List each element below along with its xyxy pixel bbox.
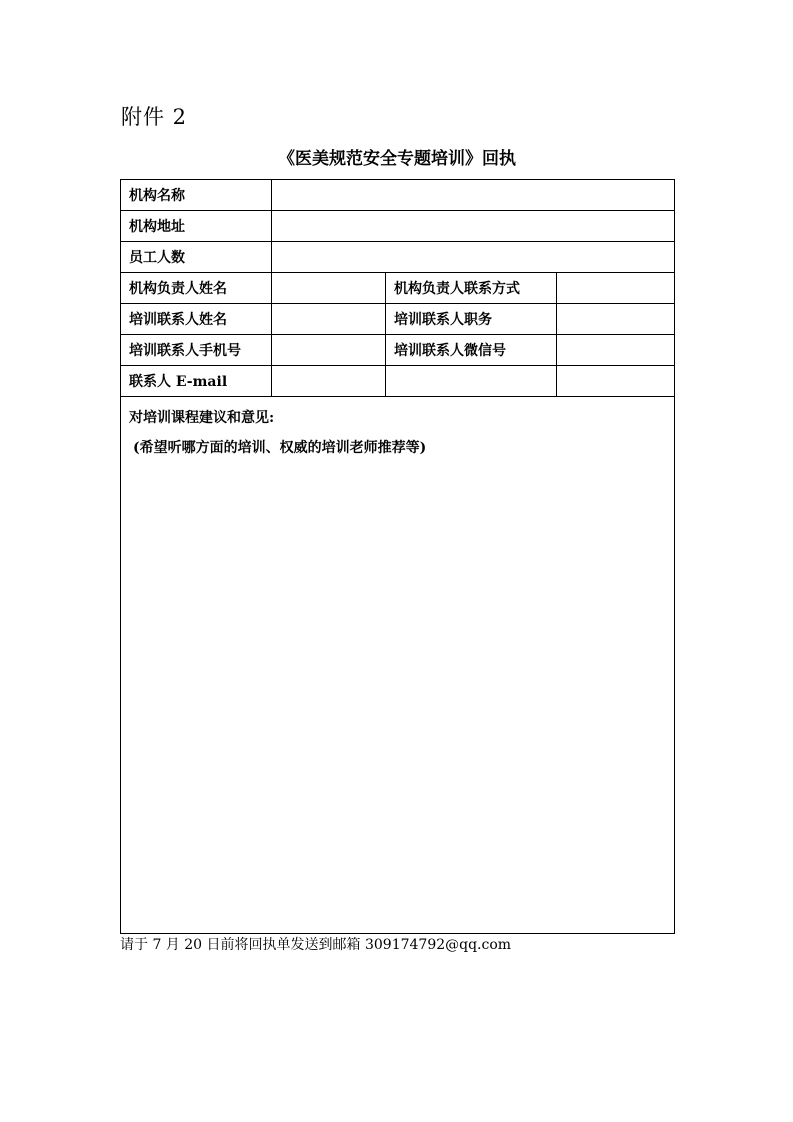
row-contact-phone: [121, 335, 675, 366]
contact-wechat-label: 培训联系人微信号: [386, 335, 557, 366]
row-org-head: [121, 273, 675, 304]
contact-email-field-extra[interactable]: [386, 366, 557, 397]
org-name-label: 机构名称: [121, 180, 272, 211]
suggestion-label: 对培训课程建议和意见:: [129, 410, 275, 426]
suggestion-area[interactable]: [121, 397, 675, 934]
row-org-address: [121, 211, 675, 242]
org-address-label: 机构地址: [121, 211, 272, 242]
row-suggestions: [121, 397, 675, 934]
contact-name-field[interactable]: [272, 304, 386, 335]
contact-email-label: 联系人 E-mail: [121, 366, 272, 397]
org-name-field[interactable]: [272, 180, 675, 211]
contact-position-label: 培训联系人职务: [386, 304, 557, 335]
submission-note: 请于 7 月 20 日前将回执单发送到邮箱 309174792@qq.com: [120, 937, 512, 953]
document-title: 《医美规范安全专题培训》回执: [278, 149, 516, 169]
staff-count-label: 员工人数: [121, 242, 272, 273]
staff-count-field[interactable]: [272, 242, 675, 273]
row-contact-email: [121, 366, 675, 397]
org-head-contact-label: 机构负责人联系方式: [386, 273, 557, 304]
org-head-name-field[interactable]: [272, 273, 386, 304]
contact-email-field[interactable]: [272, 366, 386, 397]
row-contact-name: [121, 304, 675, 335]
org-head-name-label: 机构负责人姓名: [121, 273, 272, 304]
receipt-form-table: [120, 179, 675, 934]
contact-phone-label: 培训联系人手机号: [121, 335, 272, 366]
contact-email-field-extra-2[interactable]: [557, 366, 675, 397]
attachment-label: 附件 2: [121, 105, 188, 129]
contact-position-field[interactable]: [557, 304, 675, 335]
org-address-field[interactable]: [272, 211, 675, 242]
row-org-name: [121, 180, 675, 211]
contact-name-label: 培训联系人姓名: [121, 304, 272, 335]
row-staff-count: [121, 242, 675, 273]
org-head-contact-field[interactable]: [557, 273, 675, 304]
contact-wechat-field[interactable]: [557, 335, 675, 366]
suggestion-hint: (希望听哪方面的培训、权威的培训老师推荐等): [133, 440, 427, 456]
contact-phone-field[interactable]: [272, 335, 386, 366]
